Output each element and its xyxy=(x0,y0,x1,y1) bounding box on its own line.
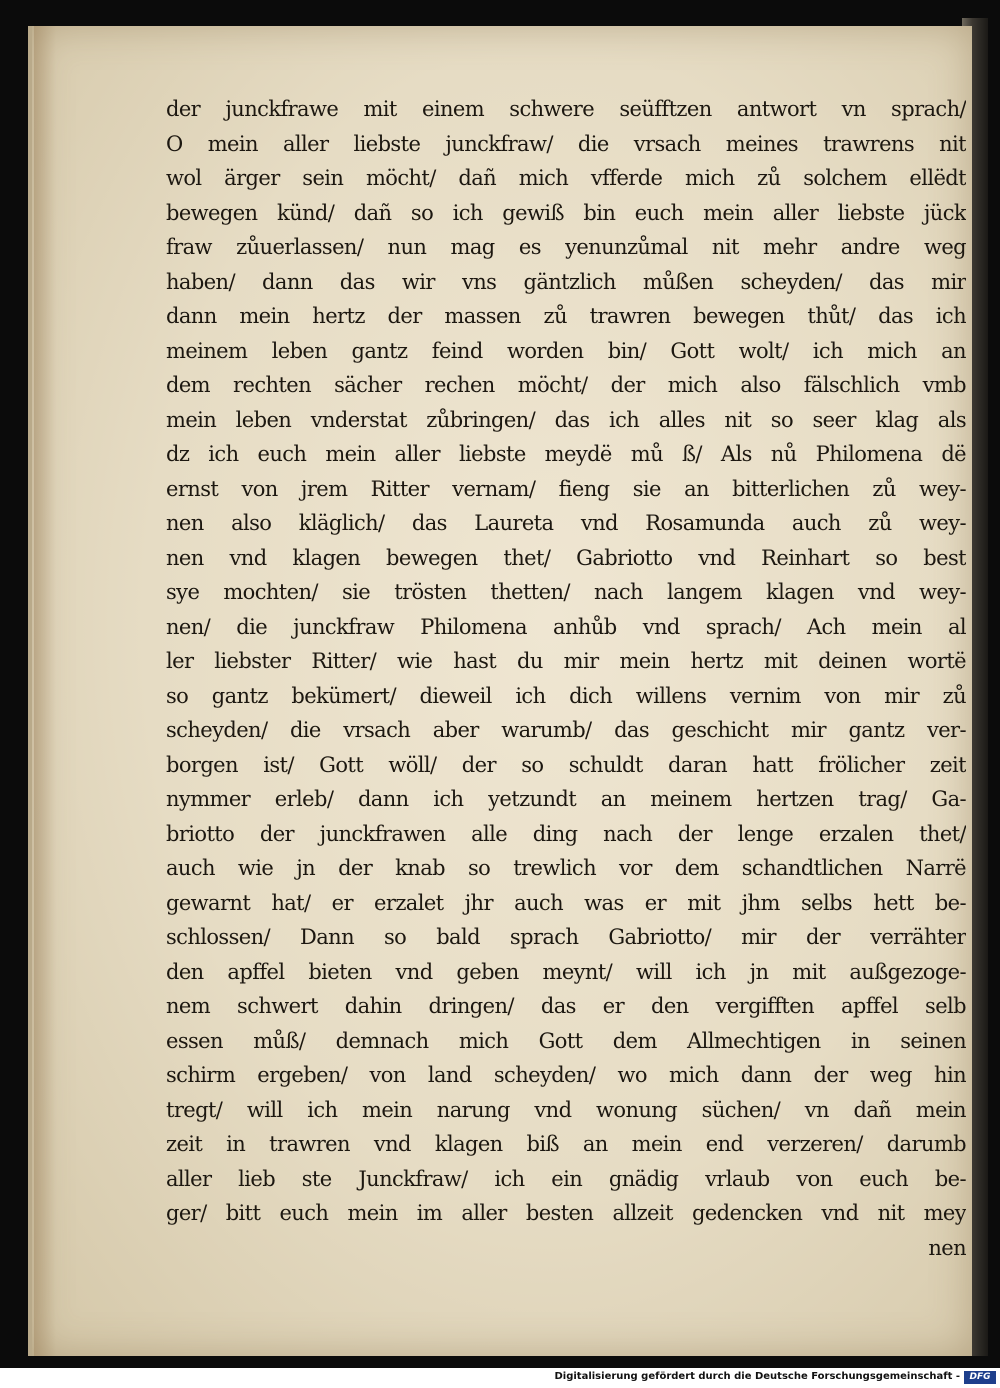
text-line: dann mein hertz der massen zů trawren bewegen thůt/ das ich xyxy=(166,304,966,328)
text-line: ger/ bitt euch mein im aller besten allzeit gedencken vnd nit mey xyxy=(166,1201,966,1225)
text-line: ler liebster Ritter/ wie hast du mir mein hertz mit deinen wortë xyxy=(166,649,966,673)
text-line: fraw zůuerlassen/ nun mag es yenunzůmal nit mehr andre weg xyxy=(166,235,966,259)
text-line: scheyden/ die vrsach aber warumb/ das geschicht mir gantz ver- xyxy=(166,718,966,742)
text-line: nymmer erleb/ dann ich yetzundt an meinem hertzen trag/ Ga- xyxy=(166,787,966,811)
text-line: bewegen künd/ dañ so ich gewiß bin euch mein aller liebste jück xyxy=(166,200,966,225)
text-line: nen/ die junckfraw Philomena anhůb vnd sprach/ Ach mein al xyxy=(166,614,966,639)
text-line: mein leben vnderstat zůbringen/ das ich alles nit so seer klag als xyxy=(166,407,966,432)
text-line: aller lieb ste Junckfraw/ ich ein gnädig vrlaub von euch be- xyxy=(166,1166,966,1191)
text-line: O mein aller liebste junckfraw/ die vrsach meines trawrens nit xyxy=(166,131,966,156)
text-block xyxy=(166,92,966,1265)
text-line: ernst von jrem Ritter vernam/ fieng sie an bitterlichen zů wey- xyxy=(166,476,966,501)
book-page xyxy=(28,26,972,1356)
text-line: nem schwert dahin dringen/ das er den vergifften apffel selb xyxy=(166,994,966,1018)
text-line: schirm ergeben/ von land scheyden/ wo mich dann der weg hin xyxy=(166,1063,966,1087)
text-line: wol ärger sein möcht/ dañ mich vfferde mich zů solchem ellëdt xyxy=(166,166,966,190)
text-line: dz ich euch mein aller liebste meydë mů ß/ Als nů Philomena dë xyxy=(166,442,966,466)
text-line: so gantz bekümert/ dieweil ich dich willens vernim von mir zů xyxy=(166,683,966,708)
text-line: gewarnt hat/ er erzalet jhr auch was er mit jhm selbs hett be- xyxy=(166,890,966,915)
text-line: briotto der junckfrawen alle ding nach der lenge erzalen thet/ xyxy=(166,821,966,846)
text-line: der junckfrawe mit einem schwere seüfftzen antwort vn sprach/ xyxy=(166,97,966,121)
text-line: haben/ dann das wir vns gäntzlich můßen scheyden/ das mir xyxy=(166,269,966,294)
text-line: nen vnd klagen bewegen thet/ Gabriotto vnd Reinhart so best xyxy=(166,545,966,570)
text-line: meinem leben gantz feind worden bin/ Gott wolt/ ich mich an xyxy=(166,338,966,363)
dfg-logo: DFG xyxy=(964,1371,996,1384)
text-line: den apffel bieten vnd geben meynt/ will ich jn mit außgezoge- xyxy=(166,959,966,984)
text-line: zeit in trawren vnd klagen biß an mein end verzeren/ darumb xyxy=(166,1132,966,1156)
text-line: dem rechten sächer rechen möcht/ der mich also fälschlich vmb xyxy=(166,373,966,397)
text-line: essen můß/ demnach mich Gott dem Allmechtigen in seinen xyxy=(166,1028,966,1053)
text-line: tregt/ will ich mein narung vnd wonung süchen/ vn dañ mein xyxy=(166,1097,966,1122)
text-line: auch wie jn der knab so trewlich vor dem schandtlichen Narrë xyxy=(166,856,966,880)
footer-bar xyxy=(0,1368,1000,1388)
text-line: nen xyxy=(928,1235,966,1260)
footer-credit: Digitalisierung gefördert durch die Deutsche Forschungsgemeinschaft - xyxy=(554,1371,960,1382)
page-stain xyxy=(34,26,56,1356)
text-line: nen also kläglich/ das Laureta vnd Rosamunda auch zů wey- xyxy=(166,511,966,535)
text-line: borgen ist/ Gott wöll/ der so schuldt daran hatt frölicher zeit xyxy=(166,752,966,777)
text-line: sye mochten/ sie trösten thetten/ nach langem klagen vnd wey- xyxy=(166,580,966,604)
text-line: schlossen/ Dann so bald sprach Gabriotto/ mir der verrähter xyxy=(166,925,966,949)
